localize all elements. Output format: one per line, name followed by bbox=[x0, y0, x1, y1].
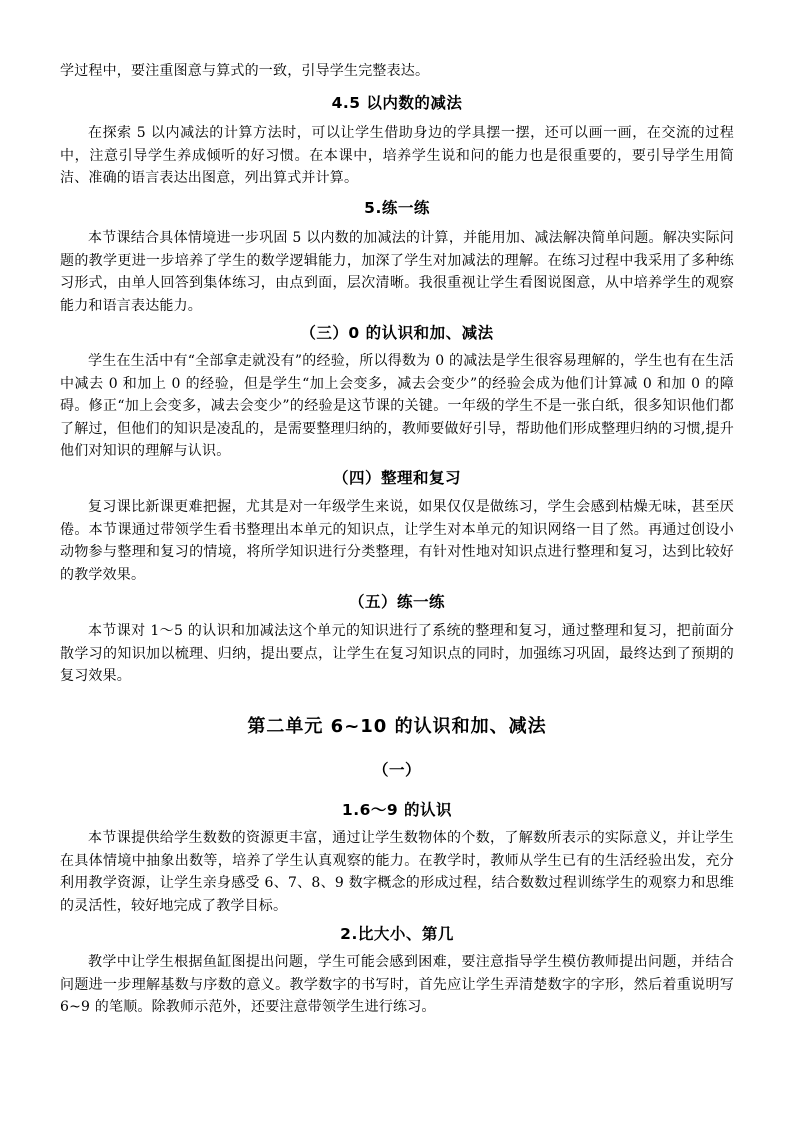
heading-unit-2: 第二单元 6~10 的认识和加、减法 bbox=[247, 716, 547, 737]
heading-compare-order: 2.比大小、第几 bbox=[340, 925, 454, 943]
heading-review: （四）整理和复习 bbox=[332, 469, 461, 487]
paragraph-compare-order: 教学中让学生根据鱼缸图提出问题，学生可能会感到困难，要注意指导学生模仿教师提出问题，并结合问题进一步理解基数与序数的意义。教学数字的书写时，首先应让学生弄清楚数字的字形，然后着重说明写 6~9 的笔顺。除教师示范外，还要注意带领学生进行练习。 bbox=[60, 954, 734, 1016]
heading-zero: （三）0 的认识和加、减法 bbox=[300, 324, 494, 342]
paragraph-practice-2: 本节课对 1～5 的认识和加减法这个单元的知识进行了系统的整理和复习，通过整理和复习，把前面分散学习的知识加以梳理、归纳，提出要点，让学生在复习知识点的同时，加强练习巩固，最终达到了预期的复习效果。 bbox=[60, 623, 734, 685]
paragraph-6-to-9: 本节课提供给学生数数的资源更丰富，通过让学生数物体的个数，了解数所表示的实际意义，并让学生在具体情境中抽象出数等，培养了学生认真观察的能力。在教学时，教师从学生已有的生活经验出发，充分利用教学资源，让学生亲身感受 6、7、8、9 数字概念的形成过程，结合数数过程训练学生的观察力和思维的灵活性，较好地完成了教学目标。 bbox=[60, 830, 734, 914]
heading-practice-1: 5.练一练 bbox=[364, 199, 430, 217]
paragraph-subtraction-within-5: 在探索 5 以内减法的计算方法时，可以让学生借助身边的学具摆一摆，还可以画一画，在交流的过程中，注意引导学生养成倾听的好习惯。在本课中，培养学生说和问的能力也是很重要的，要引导学生用简洁、准确的语言表达出图意，列出算式并计算。 bbox=[60, 125, 734, 187]
heading-practice-2: （五）练一练 bbox=[348, 593, 445, 611]
paragraph-zero: 学生在生活中有“全部拿走就没有”的经验，所以得数为 0 的减法是学生很容易理解的，学生也有在生活中减去 0 和加上 0 的经验，但是学生“加上会变多，减去会变少”的经验会成为他们计算减 0 和加 0 的障碍。修正“加上会变多，减去会变少”的经验是这节课的关键。一年级的学生不是一张白纸，很多知识他们都了解过，但他们的知识是凌乱的，是需要整理归纳的，教师要做好引导，帮助他们形成整理归纳的习惯,提升他们对知识的理解与认识。 bbox=[60, 353, 734, 460]
paragraph-practice-1: 本节课结合具体情境进一步巩固 5 以内数的加减法的计算，并能用加、减法解决简单问题。解决实际问题的教学更进一步培养了学生的数学逻辑能力，加深了学生对加减法的理解。在练习过程中我采用了多种练习形式，由单人回答到集体练习，由点到面，层次清晰。我很重视让学生看图说图意，从中培养学生的观察能力和语言表达能力。 bbox=[60, 230, 734, 314]
heading-section-1: （一） bbox=[372, 761, 421, 779]
heading-subtraction-within-5: 4.5 以内数的减法 bbox=[331, 94, 463, 112]
heading-6-to-9: 1.6～9 的认识 bbox=[341, 801, 453, 819]
paragraph-continuation: 学过程中，要注重图意与算式的一致，引导学生完整表达。 bbox=[60, 63, 430, 79]
paragraph-review: 复习课比新课更难把握，尤其是对一年级学生来说，如果仅仅是做练习，学生会感到枯燥无味，甚至厌倦。本节课通过带领学生看书整理出本单元的知识点，让学生对本单元的知识网络一目了然。再通过创设小动物参与整理和复习的情境，将所学知识进行分类整理，有针对性地对知识点进行整理和复习，达到比较好的教学效果。 bbox=[60, 499, 734, 583]
